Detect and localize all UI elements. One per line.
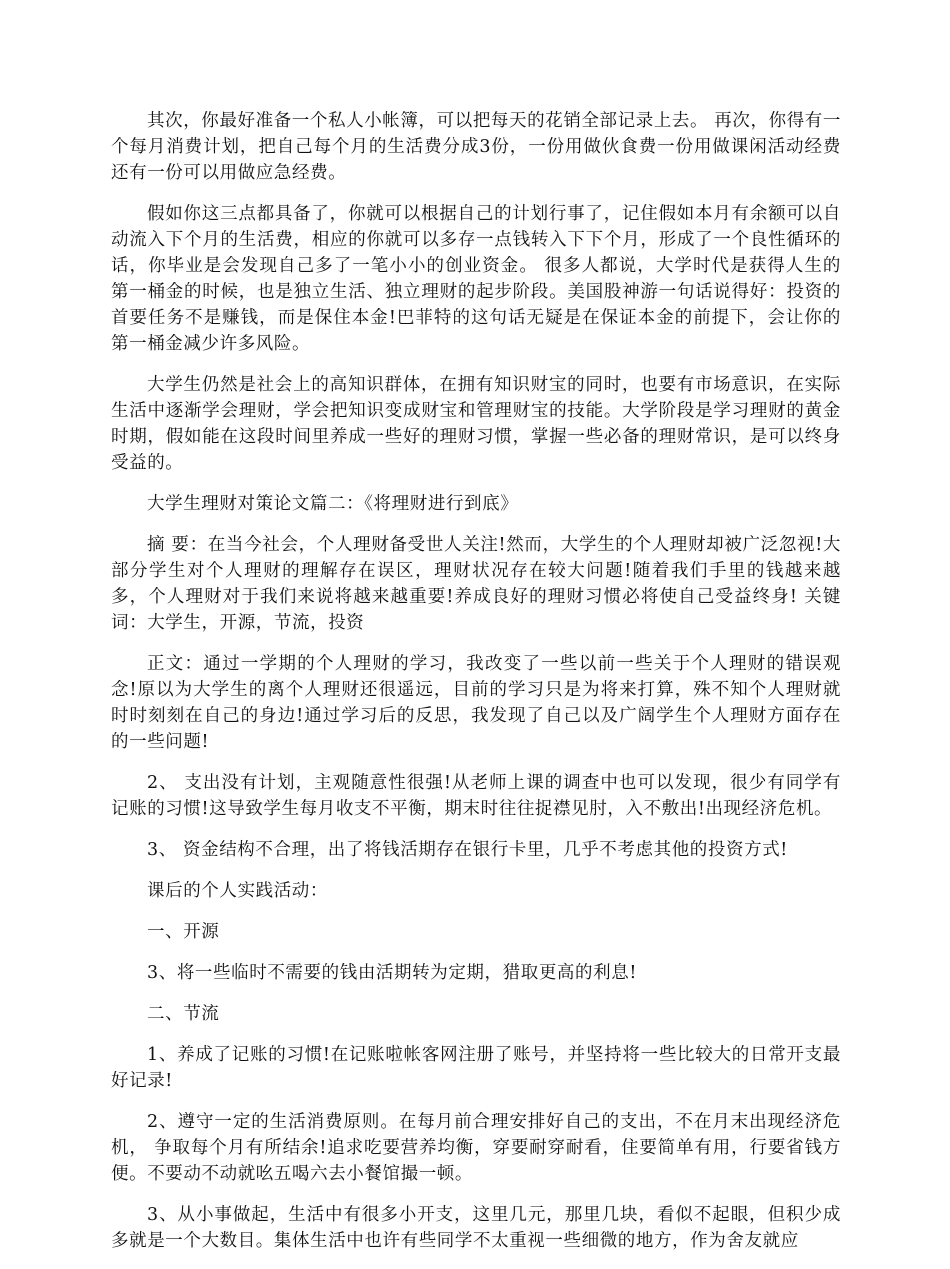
paragraph-item-3-funds: 3、 资金结构不合理，出了将钱活期存在银行卡里，几乎不考虑其他的投资方式!	[147, 840, 788, 860]
paragraph-item-2-spending: 2、 支出没有计划，主观随意性很强!从老师上课的调查中也可以发现，很少有同学有记账的习惯!这导致学生每月收支不平衡，期末时往往捉襟见肘，入不敷出!出现经济危机。	[111, 773, 841, 819]
paragraph-section-open-source: 一、开源	[147, 922, 220, 942]
paragraph-item-2-principles: 2、遵守一定的生活消费原则。在每月前合理安排好自己的支出，不在月末出现经济危机， 争取每个月有所结余!追求吃要营养均衡，穿要耐穿耐看，住要简单有用，行要省钱方便。不要动不动就吆五喝六去小餐馆撮一顿。	[111, 1112, 841, 1184]
paragraph-practice-heading: 课后的个人实践活动：	[147, 881, 328, 901]
paragraph-item-3-fixed-deposit: 3、将一些临时不需要的钱由活期转为定期，猎取更高的利息!	[147, 963, 637, 983]
paragraph-article-two-title: 大学生理财对策论文篇二：《将理财进行到底》	[147, 494, 519, 514]
paragraph-first-bucket: 假如你这三点都具备了，你就可以根据自己的计划行事了，记住假如本月有余额可以自动流入下个月的生活费，相应的你就可以多存一点钱转入下下个月，形成了一个良性循环的话，你毕业是会发现自己多了一笔小小的创业资金。 很多人都说，大学时代是获得人生的第一桶金的时候，也是独立生活、独立理财的起步阶段。美国股神游一句话说得好：投资的首要任务不是赚钱，而是保住本金!巴菲特的这句话无疑是在保证本金的前提下，会让你的第一桶金减少许多风险。	[111, 204, 841, 354]
paragraph-ledger-plan: 其次，你最好准备一个私人小帐簿，可以把每天的花销全部记录上去。 再次，你得有一个每月消费计划，把自己每个月的生活费分成3份，一份用做伙食费一份用做课闲活动经费还有一份可以用做应急经费。	[111, 111, 841, 183]
document-body	[111, 108, 841, 1269]
paragraph-knowledge-group: 大学生仍然是社会上的高知识群体，在拥有知识财宝的同时，也要有市场意识，在实际生活中逐渐学会理财，学会把知识变成财宝和管理财宝的技能。大学阶段是学习理财的黄金时期，假如能在这段时间里养成一些好的理财习惯，掌握一些必备的理财常识，是可以终身受益的。	[111, 375, 841, 473]
paragraph-section-reduce-spending: 二、节流	[147, 1004, 220, 1024]
paragraph-abstract: 摘 要：在当今社会，个人理财备受世人关注!然而，大学生的个人理财却被广泛忽视!大部分学生对个人理财的理解存在误区，理财状况存在较大问题!随着我们手里的钱越来越多，个人理财对于我们来说将越来越重要!养成良好的理财习惯必将使自己受益终身! 关键词：大学生，开源，节流，投资	[111, 535, 841, 633]
paragraph-item-1-bookkeeping: 1、养成了记账的习惯!在记账啦帐客网注册了账号，并坚持将一些比较大的日常开支最好记录!	[111, 1045, 841, 1091]
paragraph-item-3-small-things: 3、从小事做起，生活中有很多小开支，这里几元，那里几块，看似不起眼，但积少成多就是一个大数目。集体生活中也许有些同学不太重视一些细微的地方，作为舍友就应	[111, 1205, 841, 1251]
paragraph-main-text: 正文：通过一学期的个人理财的学习，我改变了一些以前一些关于个人理财的错误观念!原以为大学生的离个人理财还很遥远，目前的学习只是为将来打算，殊不知个人理财就时时刻刻在自己的身边!通过学习后的反思，我发现了自己以及广阔学生个人理财方面存在的一些问题!	[111, 654, 841, 752]
